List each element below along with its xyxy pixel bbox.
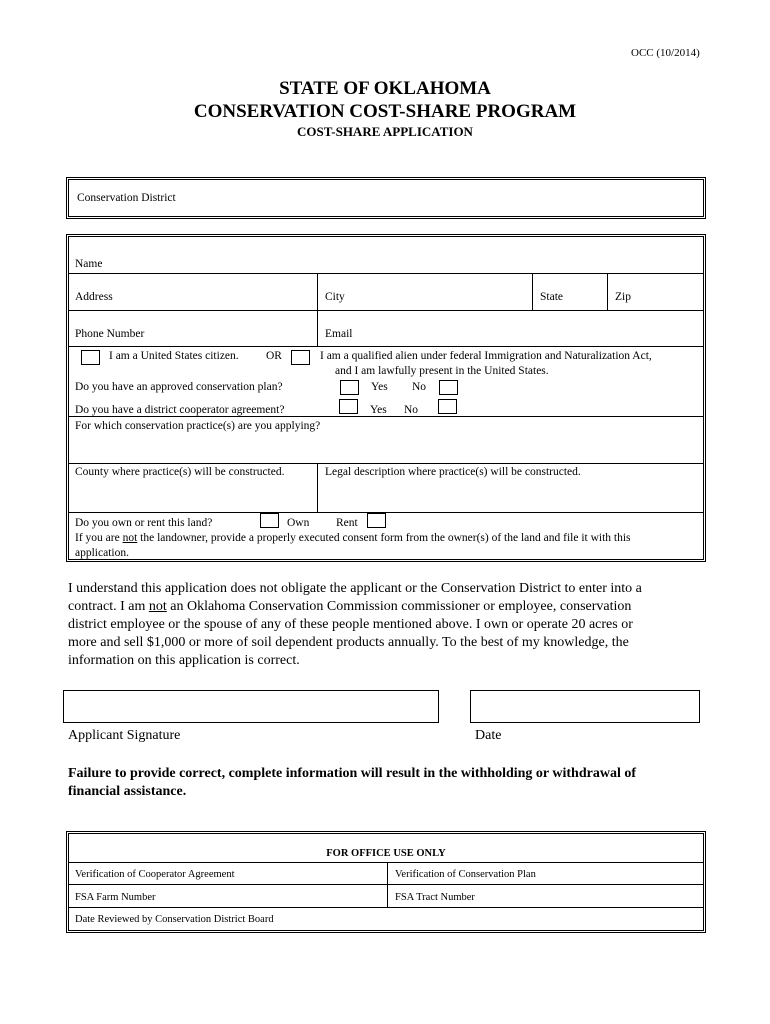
alien-label-line2: and I am lawfully present in the United States. — [335, 365, 549, 377]
name-label: Name — [75, 258, 103, 270]
city-label: City — [325, 291, 345, 303]
agreement-no-checkbox[interactable] — [438, 399, 457, 414]
conservation-district-field[interactable] — [66, 177, 706, 219]
fsa-tract-number-label: FSA Tract Number — [395, 892, 475, 903]
cooperator-verification-label: Verification of Cooperator Agreement — [75, 869, 235, 880]
date-label: Date — [475, 728, 502, 743]
applicant-signature-field[interactable] — [63, 690, 439, 723]
phone-label: Phone Number — [75, 328, 145, 340]
landowner-note-line2: application. — [75, 547, 129, 559]
own-checkbox[interactable] — [260, 513, 279, 528]
applicant-info-section — [66, 234, 706, 562]
agreement-yes-label: Yes — [370, 404, 387, 416]
or-label: OR — [266, 350, 282, 362]
date-field[interactable] — [470, 690, 700, 723]
practices-field[interactable] — [69, 433, 703, 463]
zip-label: Zip — [615, 291, 631, 303]
rent-checkbox[interactable] — [367, 513, 386, 528]
practices-question: For which conservation practice(s) are you applying? — [75, 420, 321, 432]
date-reviewed-label: Date Reviewed by Conservation District Board — [75, 914, 274, 925]
application-title: COST-SHARE APPLICATION — [297, 124, 473, 139]
plan-yes-label: Yes — [371, 381, 388, 393]
own-rent-question: Do you own or rent this land? — [75, 517, 213, 529]
agreement-question: Do you have a district cooperator agreement? — [75, 404, 285, 416]
landowner-note: If you are not the landowner, provide a properly executed consent form from the owner(s) of the land and file it with this — [75, 532, 631, 544]
own-label: Own — [287, 517, 310, 529]
certification-statement: I understand this application does not obligate the applicant or the Conservation District to enter into a contract. I am not an Oklahoma Conservation Commission commissioner or employee, conservation district employee or the spouse of any of these people mentioned above. I own or operate 20 acres or more and sell $1,000 or more of soil dependent products annually. To the best of my knowledge, the information on this application is correct. — [68, 581, 642, 668]
conservation-district-label: Conservation District — [77, 192, 176, 204]
plan-verification-label: Verification of Conservation Plan — [395, 869, 536, 880]
agreement-yes-checkbox[interactable] — [339, 399, 358, 414]
email-label: Email — [325, 328, 353, 340]
state-label: State — [540, 291, 563, 303]
plan-question: Do you have an approved conservation plan? — [75, 381, 283, 393]
rent-label: Rent — [336, 517, 358, 529]
plan-no-label: No — [412, 381, 427, 393]
office-use-title: FOR OFFICE USE ONLY — [326, 848, 446, 859]
page-title: STATE OF OKLAHOMA — [279, 78, 491, 99]
qualified-alien-checkbox[interactable] — [291, 350, 310, 365]
plan-yes-checkbox[interactable] — [340, 380, 359, 395]
address-label: Address — [75, 291, 113, 303]
fsa-farm-number-label: FSA Farm Number — [75, 892, 156, 903]
agreement-no-label: No — [404, 404, 419, 416]
plan-no-checkbox[interactable] — [439, 380, 458, 395]
program-title: CONSERVATION COST-SHARE PROGRAM — [193, 101, 577, 122]
citizen-checkbox[interactable] — [81, 350, 100, 365]
form-code: OCC (10/2014) — [631, 47, 700, 59]
legal-description-label: Legal description where practice(s) will be constructed. — [325, 466, 581, 478]
warning-text: Failure to provide correct, complete information will result in the withholding or withdrawal of financial assistance. — [68, 766, 636, 799]
county-label: County where practice(s) will be constructed. — [75, 466, 285, 478]
citizen-label: I am a United States citizen. — [109, 350, 239, 362]
applicant-signature-label: Applicant Signature — [68, 728, 181, 743]
office-use-section — [66, 831, 706, 933]
alien-label-line1: I am a qualified alien under federal Immigration and Naturalization Act, — [320, 350, 652, 362]
